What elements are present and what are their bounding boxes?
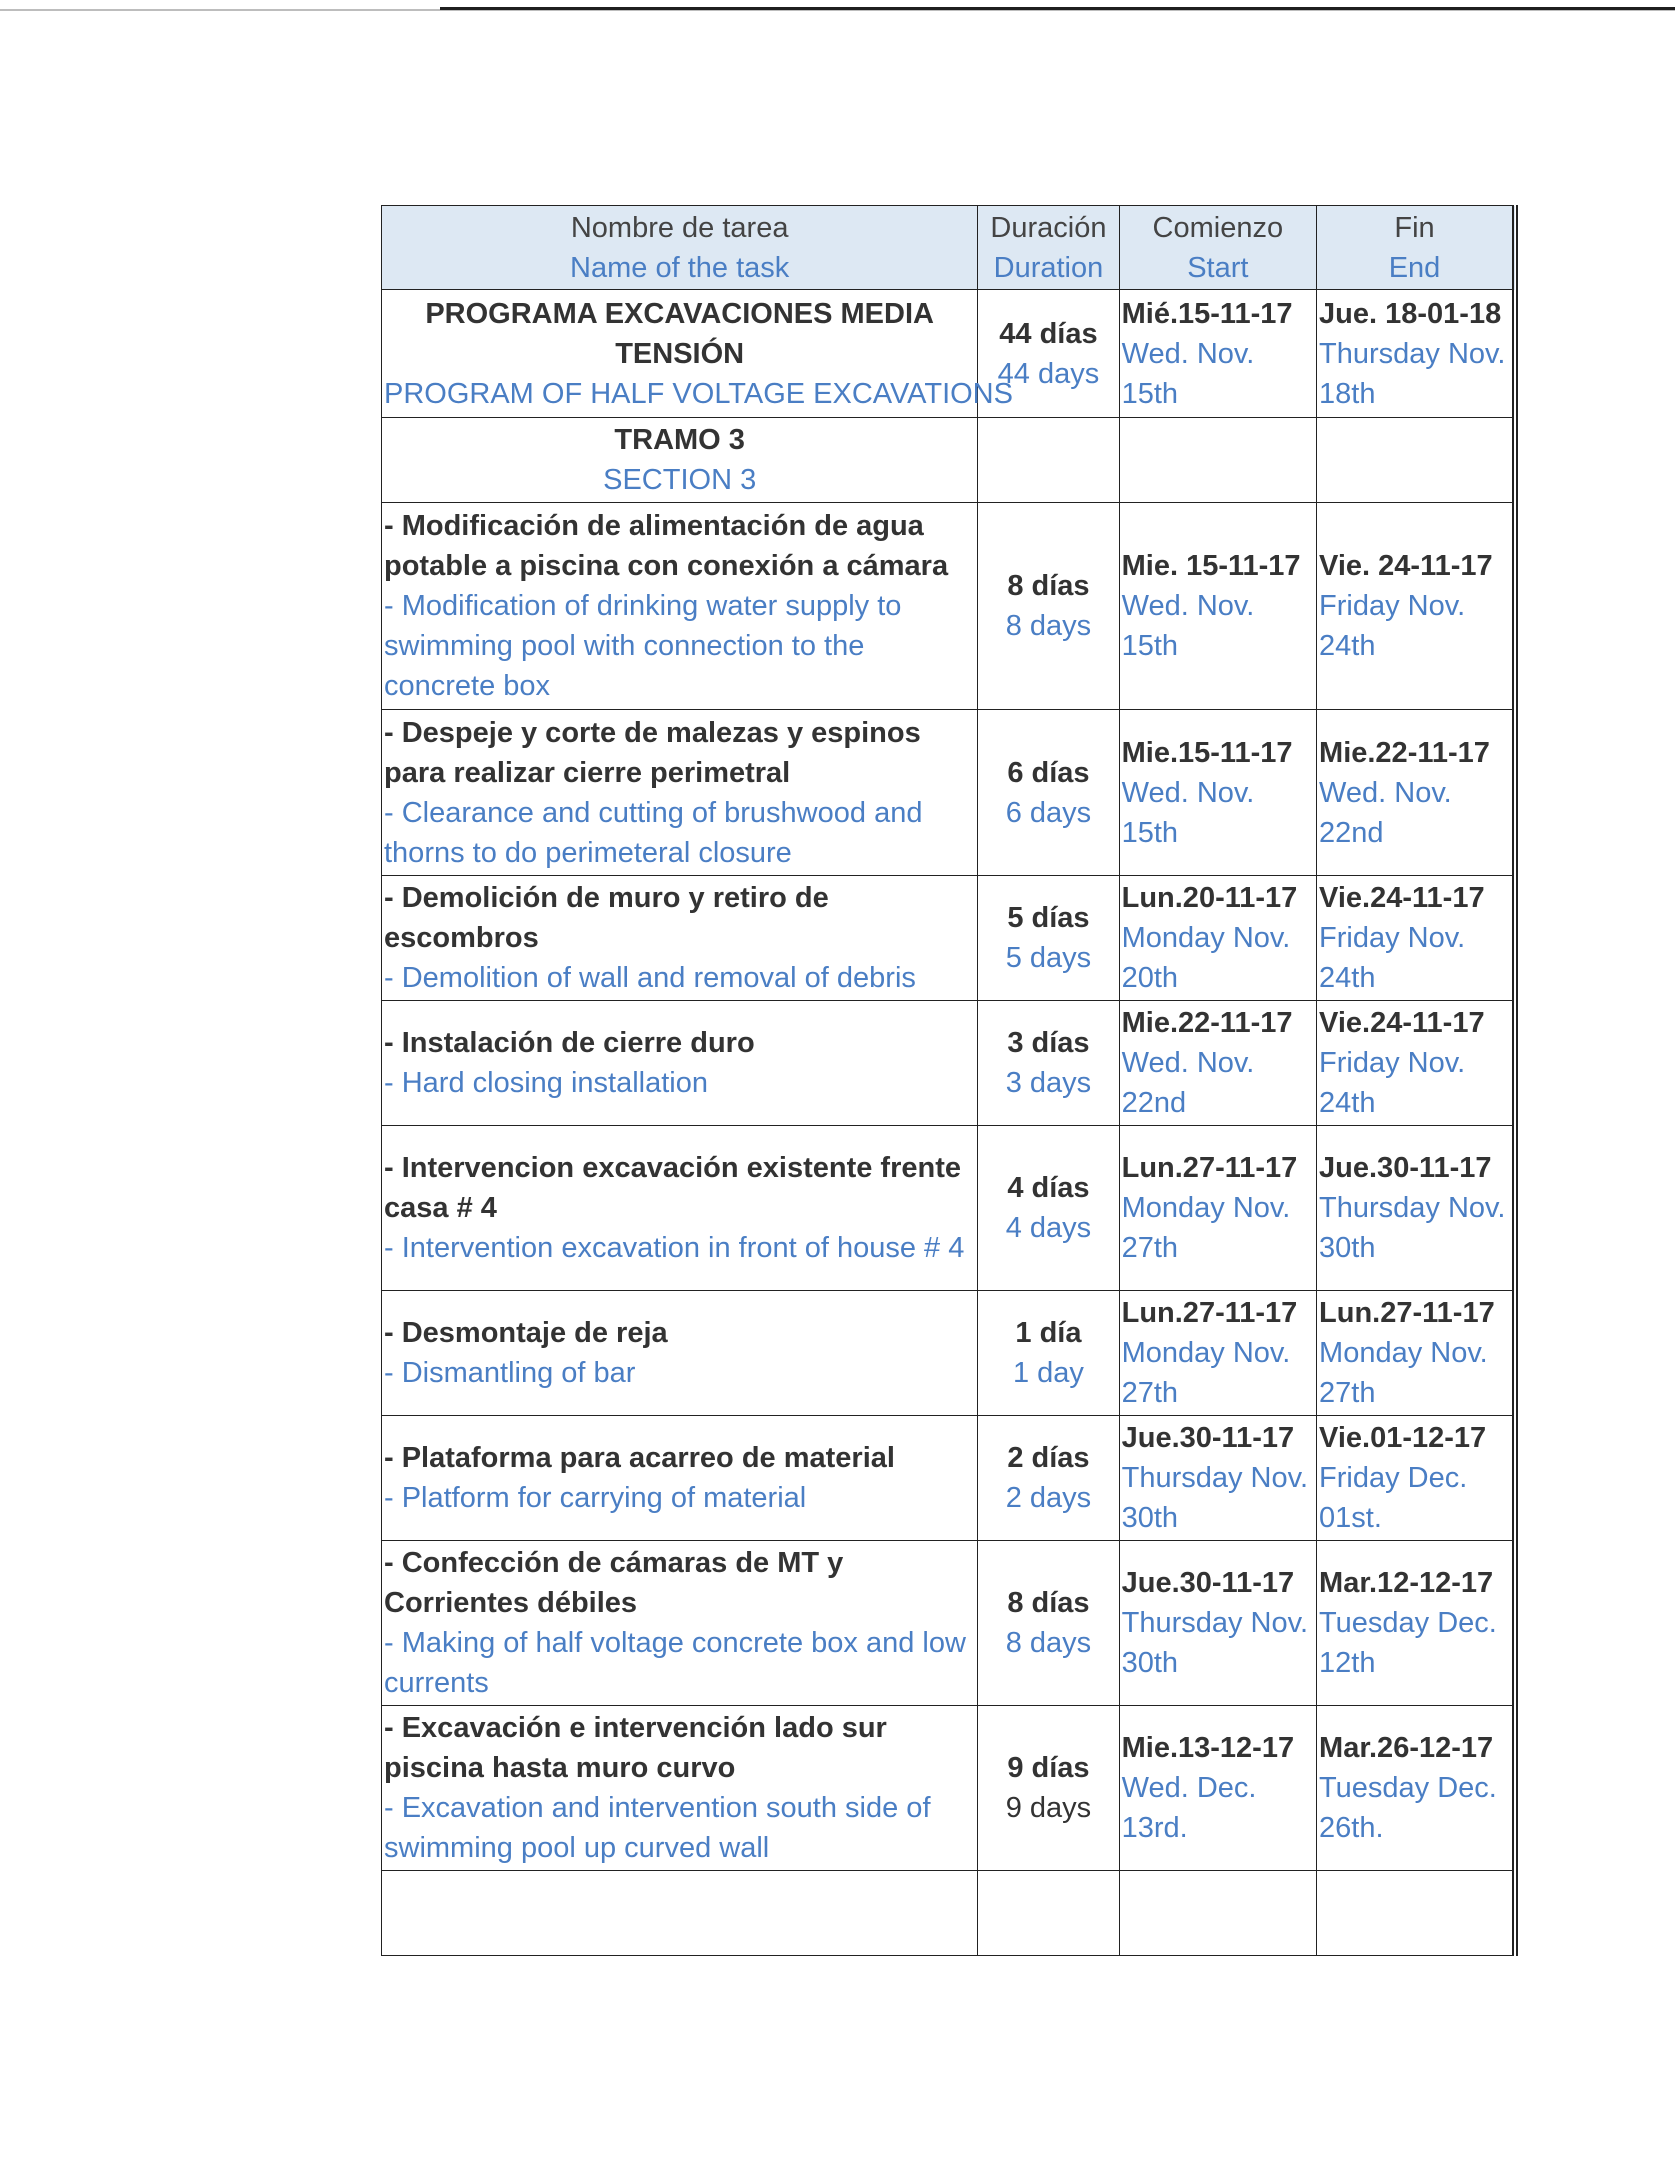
empty-cell — [382, 1871, 978, 1956]
task-duration-en: 5 days — [1005, 942, 1092, 974]
task-start-es: Mie. 15-11-17 — [1121, 550, 1301, 582]
task-start-cell — [1119, 503, 1316, 710]
section-start-cell — [1119, 418, 1316, 503]
task-end-cell — [1317, 1001, 1515, 1126]
task-end-es: Vie. 24-11-17 — [1319, 550, 1493, 582]
task-name-cell — [382, 1001, 978, 1126]
task-start-cell — [1119, 1416, 1316, 1541]
task-end-es: Vie.01-12-17 — [1319, 1422, 1487, 1454]
task-name-en: - Clearance and cutting of brushwood and thorns to do perimeteral closure — [384, 796, 923, 869]
task-duration-en: 1 day — [1012, 1357, 1084, 1389]
task-end-cell — [1317, 1416, 1515, 1541]
task-duration-cell — [978, 1291, 1119, 1416]
task-duration-en: 8 days — [1005, 610, 1092, 642]
task-name-cell — [382, 503, 978, 710]
program-start-cell — [1119, 290, 1316, 418]
task-name-es: - Intervencion excavación existente frente casa # 4 — [384, 1152, 961, 1224]
empty-cell — [1317, 1871, 1515, 1956]
task-end-es: Vie.24-11-17 — [1319, 882, 1485, 914]
task-name-cell — [382, 876, 978, 1001]
task-name-en: - Hard closing installation — [384, 1067, 708, 1099]
section-row — [382, 418, 1516, 503]
program-end-cell — [1317, 290, 1515, 418]
section-name-cell — [382, 418, 978, 503]
task-name-en: - Excavation and intervention south side of swimming pool up curved wall — [384, 1792, 931, 1864]
task-start-es: Lun.20-11-17 — [1121, 882, 1298, 914]
task-duration-es: 1 día — [1015, 1317, 1082, 1349]
header-start-en: Start — [1187, 251, 1249, 284]
header-duration-en: Duration — [993, 251, 1104, 284]
section-name-en: SECTION 3 — [603, 464, 757, 496]
task-duration-en: 3 days — [1005, 1067, 1092, 1099]
table-row — [382, 1541, 1516, 1706]
empty-cell — [1119, 1871, 1316, 1956]
task-name-en: - Platform for carrying of material — [384, 1482, 807, 1514]
task-end-en: Friday Dec. 01st. — [1319, 1462, 1468, 1534]
task-start-en: Monday Nov. 27th — [1121, 1192, 1291, 1264]
table-header-row — [382, 206, 1516, 290]
section-end-cell — [1317, 418, 1515, 503]
program-duration-en: 44 days — [997, 357, 1100, 390]
task-name-es: - Excavación e intervención lado sur piscina hasta muro curvo — [384, 1712, 887, 1784]
program-name-es-line1: PROGRAMA EXCAVACIONES MEDIA — [425, 297, 934, 330]
task-duration-es: 8 días — [1007, 1587, 1090, 1619]
table-row — [382, 1706, 1516, 1871]
table-row — [382, 1126, 1516, 1291]
header-duration — [978, 206, 1119, 290]
task-name-en: - Intervention excavation in front of house # 4 — [384, 1232, 965, 1264]
header-end-es: Fin — [1394, 211, 1435, 244]
task-name-cell — [382, 1126, 978, 1291]
task-name-cell — [382, 1706, 978, 1871]
task-start-es: Lun.27-11-17 — [1121, 1297, 1298, 1329]
task-start-cell — [1119, 876, 1316, 1001]
task-duration-en: 8 days — [1005, 1627, 1092, 1659]
task-start-en: Wed. Nov. 22nd — [1121, 1047, 1255, 1119]
task-start-cell — [1119, 1291, 1316, 1416]
table-row — [382, 710, 1516, 876]
task-name-cell — [382, 1541, 978, 1706]
task-start-cell — [1119, 1126, 1316, 1291]
task-end-cell — [1317, 1291, 1515, 1416]
table-row — [382, 876, 1516, 1001]
task-end-cell — [1317, 1126, 1515, 1291]
task-start-es: Mie.22-11-17 — [1121, 1007, 1293, 1039]
program-name-en: PROGRAM OF HALF VOLTAGE EXCAVATIONS — [384, 377, 1013, 410]
task-name-en: - Dismantling of bar — [384, 1357, 636, 1389]
schedule-table — [381, 205, 1518, 1956]
empty-cell — [978, 1871, 1119, 1956]
header-task-en: Name of the task — [570, 251, 790, 284]
task-start-es: Mie.13-12-17 — [1121, 1732, 1295, 1764]
task-duration-es: 5 días — [1007, 902, 1090, 934]
task-duration-cell — [978, 710, 1119, 876]
task-end-cell — [1317, 503, 1515, 710]
task-start-es: Mie.15-11-17 — [1121, 736, 1293, 769]
section-name-es: TRAMO 3 — [614, 424, 745, 456]
program-row — [382, 290, 1516, 418]
table-row — [382, 503, 1516, 710]
task-name-en: - Modification of drinking water supply to swimming pool with connection to the concrete box — [384, 590, 902, 702]
program-end-es: Jue. 18-01-18 — [1319, 297, 1502, 330]
program-name-es-line2: TENSIÓN — [615, 337, 745, 370]
program-start-en: Wed. Nov. 15th — [1121, 337, 1255, 410]
task-name-en: - Demolition of wall and removal of debris — [384, 962, 916, 994]
task-duration-en: 6 days — [1005, 796, 1092, 829]
task-duration-en: 9 days — [1005, 1792, 1092, 1824]
task-end-es: Jue.30-11-17 — [1319, 1152, 1492, 1184]
header-end — [1317, 206, 1515, 290]
task-duration-es: 2 días — [1007, 1442, 1090, 1474]
task-duration-es: 4 días — [1007, 1172, 1090, 1204]
task-end-es: Mar.12-12-17 — [1319, 1567, 1494, 1599]
task-end-es: Mar.26-12-17 — [1319, 1732, 1494, 1764]
task-end-en: Tuesday Dec. 26th. — [1319, 1772, 1497, 1844]
task-start-en: Wed. Nov. 15th — [1121, 590, 1255, 662]
header-end-en: End — [1388, 251, 1441, 284]
scan-top-border — [0, 0, 1675, 14]
task-name-es: - Demolición de muro y retiro de escombros — [384, 882, 829, 954]
task-duration-es: 8 días — [1007, 570, 1090, 602]
task-start-es: Jue.30-11-17 — [1121, 1567, 1295, 1599]
task-start-cell — [1119, 1001, 1316, 1126]
empty-row — [382, 1871, 1516, 1956]
task-name-es: - Plataforma para acarreo de material — [384, 1442, 895, 1474]
task-start-en: Wed. Dec. 13rd. — [1121, 1772, 1257, 1844]
header-start — [1119, 206, 1316, 290]
task-name-cell — [382, 710, 978, 876]
task-duration-cell — [978, 1706, 1119, 1871]
task-duration-cell — [978, 1416, 1119, 1541]
task-duration-en: 4 days — [1005, 1212, 1092, 1244]
header-start-es: Comienzo — [1152, 211, 1284, 244]
program-end-en: Thursday Nov. 18th — [1319, 337, 1506, 410]
program-start-es: Mié.15-11-17 — [1121, 297, 1293, 330]
task-duration-cell — [978, 1541, 1119, 1706]
task-start-es: Lun.27-11-17 — [1121, 1152, 1298, 1184]
task-start-cell — [1119, 1541, 1316, 1706]
task-duration-es: 3 días — [1007, 1027, 1090, 1059]
task-end-en: Tuesday Dec. 12th — [1319, 1607, 1497, 1679]
task-duration-cell — [978, 503, 1119, 710]
table-row — [382, 1001, 1516, 1126]
task-end-en: Friday Nov. 24th — [1319, 1047, 1466, 1119]
task-duration-en: 2 days — [1005, 1482, 1092, 1514]
task-end-en: Wed. Nov. 22nd — [1319, 776, 1452, 849]
task-name-es: - Instalación de cierre duro — [384, 1027, 755, 1059]
task-start-es: Jue.30-11-17 — [1121, 1422, 1295, 1454]
section-duration-cell — [978, 418, 1119, 503]
task-end-en: Monday Nov. 27th — [1319, 1337, 1488, 1409]
task-name-es: - Despeje y corte de malezas y espinos para realizar cierre perimetral — [384, 716, 921, 789]
task-start-en: Thursday Nov. 30th — [1121, 1607, 1309, 1679]
table-row — [382, 1416, 1516, 1541]
task-name-en: - Making of half voltage concrete box and low currents — [384, 1627, 966, 1699]
task-end-es: Vie.24-11-17 — [1319, 1007, 1485, 1039]
header-task-es: Nombre de tarea — [570, 211, 789, 244]
task-name-es: - Confección de cámaras de MT y Corrientes débiles — [384, 1547, 844, 1619]
task-name-es: - Modificación de alimentación de agua potable a piscina con conexión a cámara — [384, 510, 949, 582]
task-end-cell — [1317, 710, 1515, 876]
program-name-cell — [382, 290, 1013, 418]
task-end-cell — [1317, 1541, 1515, 1706]
task-start-en: Monday Nov. 27th — [1121, 1337, 1291, 1409]
task-end-cell — [1317, 1706, 1515, 1871]
task-end-es: Lun.27-11-17 — [1319, 1297, 1495, 1329]
task-start-en: Thursday Nov. 30th — [1121, 1462, 1309, 1534]
task-name-cell — [382, 1291, 978, 1416]
task-duration-cell — [978, 876, 1119, 1001]
task-start-en: Monday Nov. 20th — [1121, 922, 1291, 994]
task-duration-cell — [978, 1126, 1119, 1291]
task-end-en: Thursday Nov. 30th — [1319, 1192, 1506, 1264]
task-end-en: Friday Nov. 24th — [1319, 590, 1466, 662]
task-duration-es: 9 días — [1007, 1752, 1090, 1784]
task-name-es: - Desmontaje de reja — [384, 1317, 668, 1349]
header-task — [382, 206, 978, 290]
task-name-cell — [382, 1416, 978, 1541]
task-duration-cell — [978, 1001, 1119, 1126]
task-end-en: Friday Nov. 24th — [1319, 922, 1466, 994]
task-start-cell — [1119, 710, 1316, 876]
header-duration-es: Duración — [990, 211, 1107, 244]
program-duration-es: 44 días — [999, 317, 1098, 350]
task-duration-es: 6 días — [1007, 756, 1090, 789]
task-end-cell — [1317, 876, 1515, 1001]
task-start-en: Wed. Nov. 15th — [1121, 776, 1255, 849]
task-start-cell — [1119, 1706, 1316, 1871]
table-row — [382, 1291, 1516, 1416]
task-end-es: Mie.22-11-17 — [1319, 736, 1490, 769]
